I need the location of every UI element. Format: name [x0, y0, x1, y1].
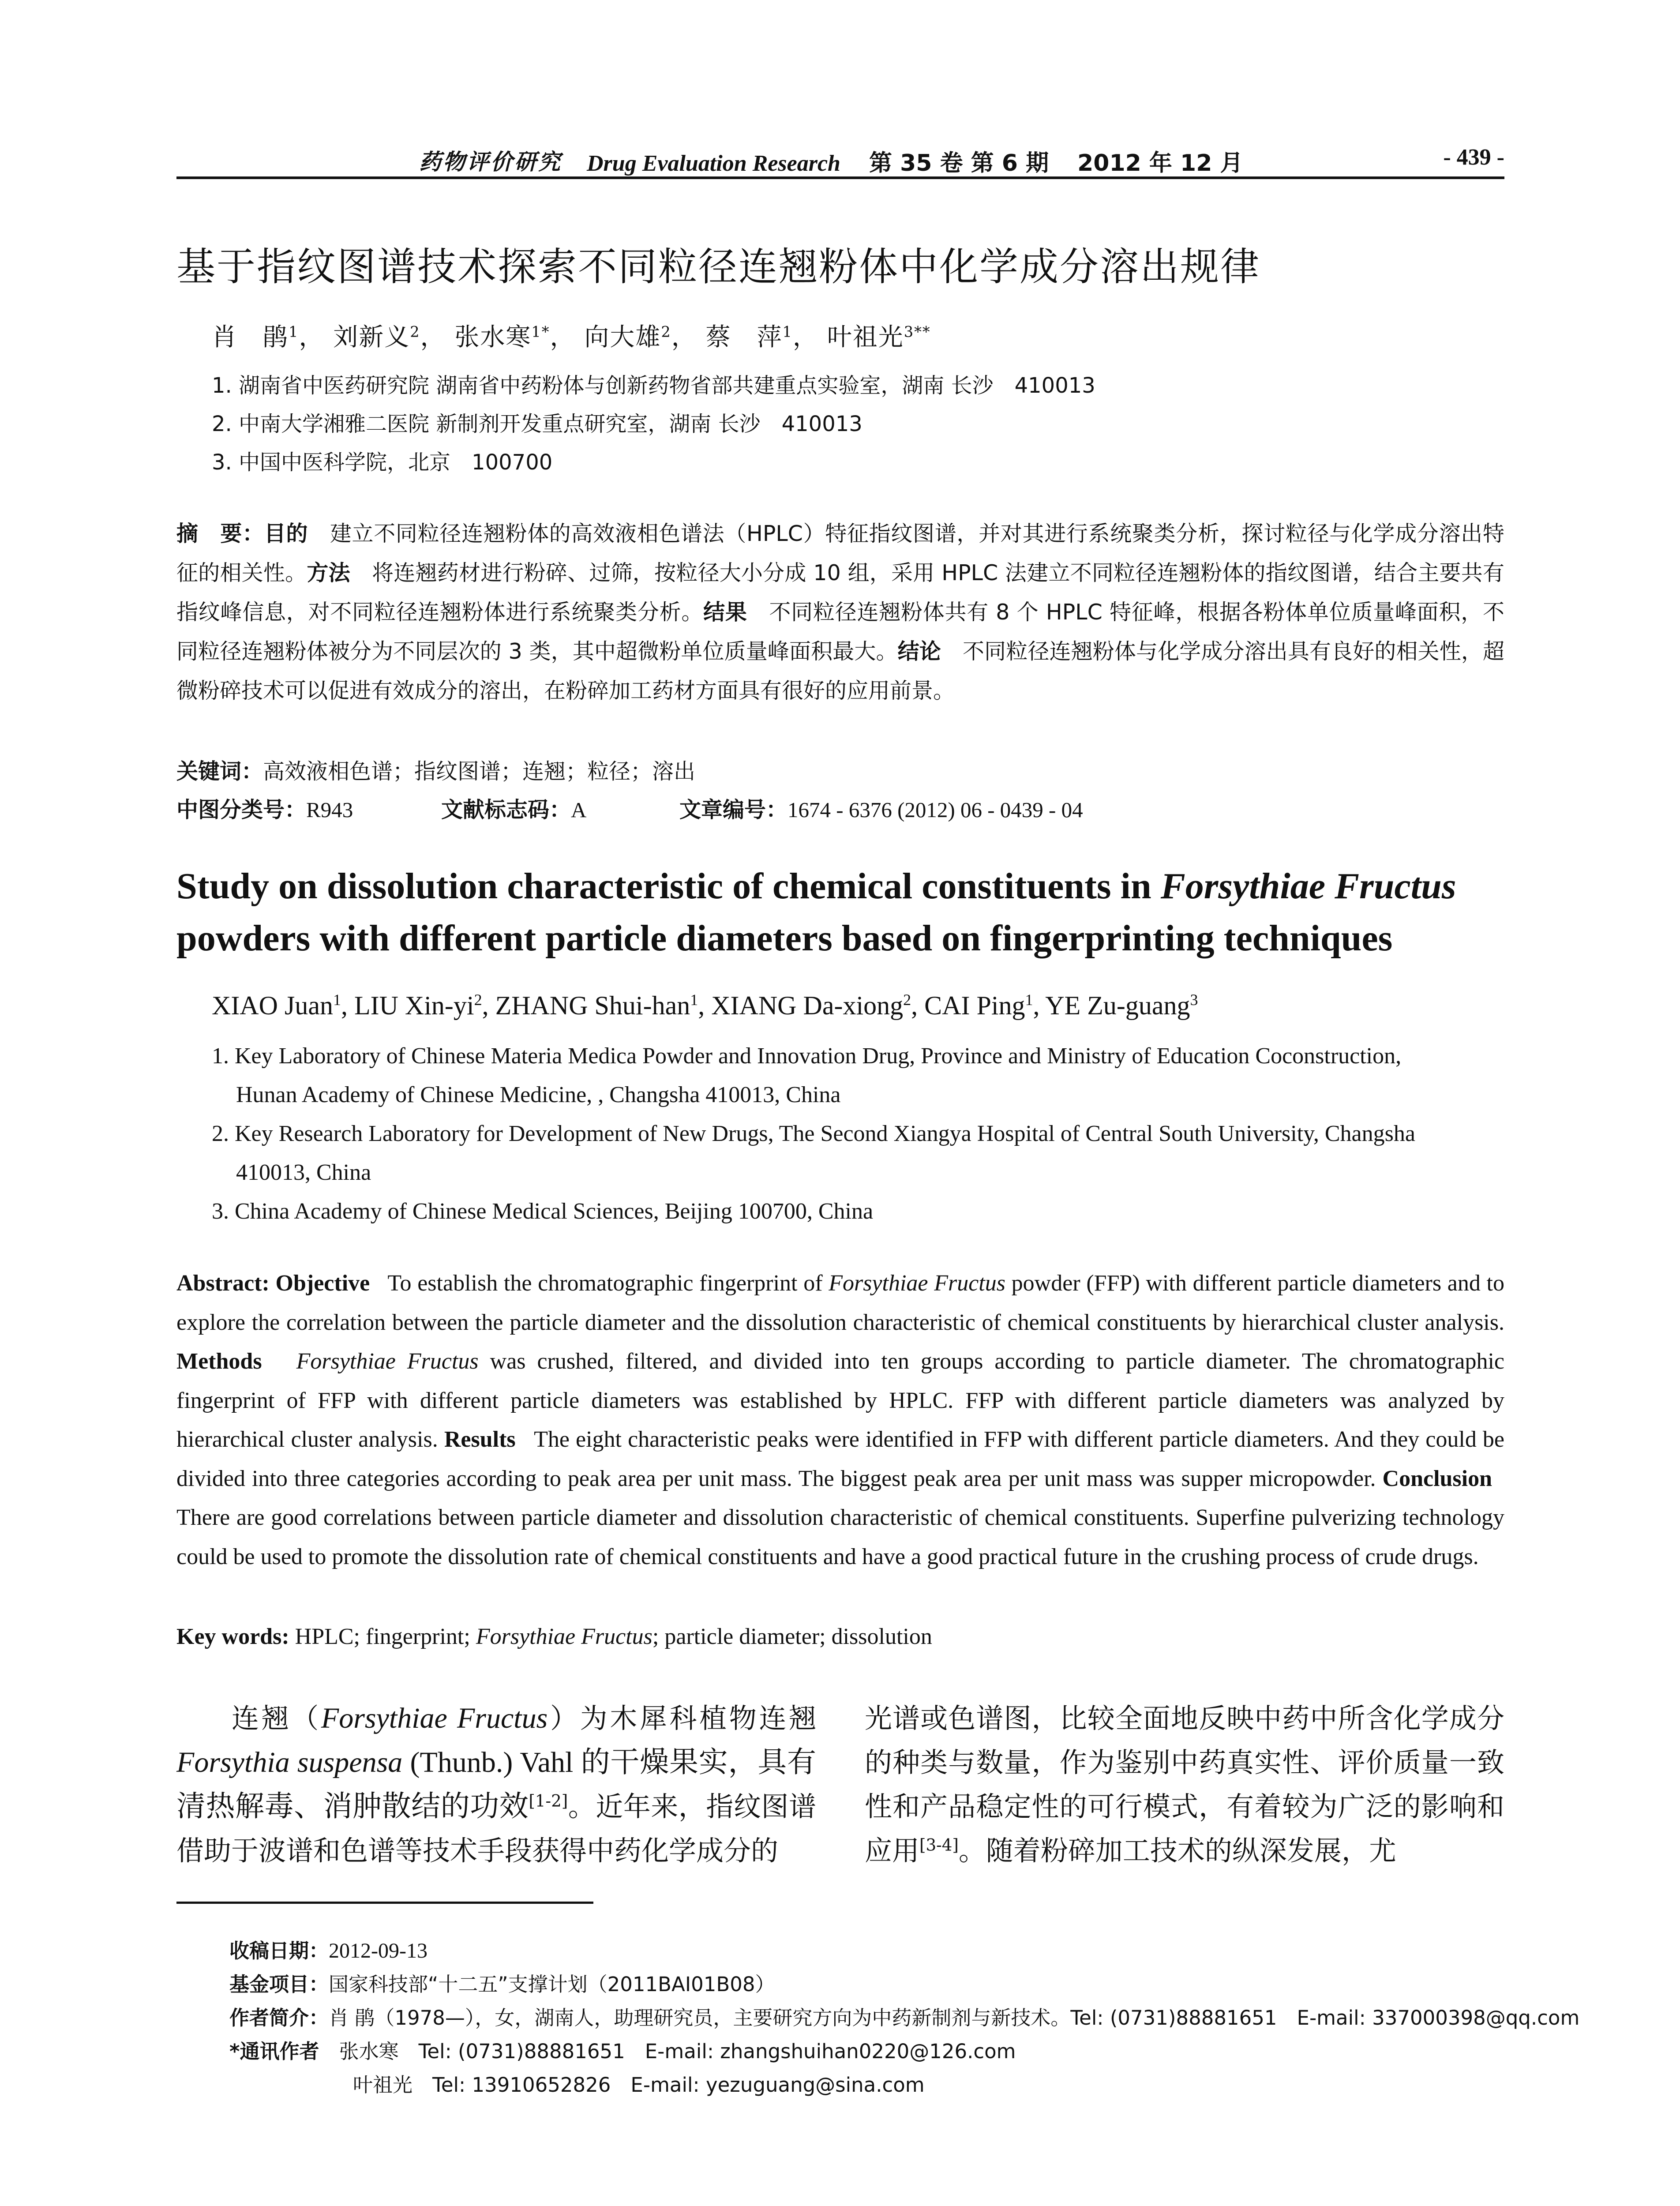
- footnote-bio: 作者简介：肖 鹃（1978—），女，湖南人，助理研究员，主要研究方向为中药新制剂与新技术。Tel: (0731)88881651 E-mail: 337000398@qq.com: [229, 2006, 1580, 2030]
- title-cn: 基于指纹图谱技术探索不同粒径连翘粉体中化学成分溶出规律: [176, 244, 1261, 289]
- body-column-right: 光谱或色谱图，比较全面地反映中药中所含化学成分的种类与数量，作为鉴别中药真实性、评价质量一致性和产品稳定性的可行模式，有着较为广泛的影响和应用[3-4]。随着粉碎加工技术的纵深发展，尤: [865, 1702, 1504, 1867]
- issue-date: 2012 年 12 月: [1077, 150, 1243, 176]
- abstract-cn-label: 摘 要：: [176, 521, 264, 546]
- footnote-received: 收稿日期：2012-09-13: [229, 1939, 428, 1962]
- footnote-corresponding-2: 叶祖光 Tel: 13910652826 E-mail: yezuguang@sina.com: [353, 2073, 925, 2097]
- authors-cn: 肖 鹃$^1$， 刘新义$^2$， 张水寒$^{1*}$， 向大雄$^2$， 蔡 萍$^1$， 叶祖光$^{3**}$: [212, 323, 931, 352]
- author-cn: 蔡 萍: [705, 323, 783, 352]
- author-cn: 刘新义: [333, 323, 410, 352]
- keywords-cn: 关键词：高效液相色谱；指纹图谱；连翘；粒径；溶出: [176, 759, 696, 784]
- journal-name-en: Drug Evaluation Research: [587, 151, 840, 176]
- author-cn: 向大雄: [584, 323, 661, 352]
- author-cn: 肖 鹃: [212, 323, 289, 352]
- title-en: Study on dissolution characteristic of chemical constituents in Forsythiae Fructus powders with different particle diameters based on fingerprinting techniques: [176, 866, 1456, 959]
- affiliation-en-3: 3. China Academy of Chinese Medical Sciences, Beijing 100700, China: [212, 1199, 874, 1224]
- abstract-cn: 摘 要：目的 建立不同粒径连翘粉体的高效液相色谱法（HPLC）特征指纹图谱，并对其进行系统聚类分析，探讨粒径与化学成分溶出特征的相关性。方法 将连翘药材进行粉碎、过筛，按粒径大小分成 10 组，采用 HPLC 法建立不同粒径连翘粉体的指纹图谱，结合主要共有指纹峰信息，对不同粒径连翘粉体进行系统聚类分析。结果 不同粒径连翘粉体共有 8 个 HPLC 特征峰，根据各粉体单位质量峰面积，不同粒径连翘粉体被分为不同层次的 3 类，其中超微粉单位质量峰面积最大。结论 不同粒径连翘粉体与化学成分溶出具有良好的相关性，超微粉碎技术可以促进有效成分的溶出，在粉碎加工药材方面具有很好的应用前景。: [176, 521, 1504, 703]
- running-header: [176, 142, 1504, 177]
- author-cn: 叶祖光: [827, 323, 904, 352]
- page-number: - 439 -: [1443, 145, 1504, 170]
- keywords-en: Key words: HPLC; fingerprint; Forsythiae Fructus; particle diameter; dissolution: [176, 1624, 932, 1649]
- journal-info: [587, 144, 1243, 177]
- affiliation-en-2: 2. Key Research Laboratory for Development of New Drugs, The Second Xiangya Hospital of Central South University, Changsha 410013, China: [212, 1121, 1415, 1185]
- affiliation-cn-2: 2. 中南大学湘雅二医院 新制剂开发重点研究室，湖南 长沙 410013: [212, 412, 862, 436]
- author-cn: 张水寒: [454, 323, 532, 352]
- affiliation-cn-3: 3. 中国中医科学院，北京 100700: [212, 450, 553, 475]
- abstract-en: Abstract: Objective To establish the chromatographic fingerprint of Forsythiae Fructus powder (FFP) with different particle diameters and to explore the correlation between the particle diameter and the dissolution characteristic of chemical constituents by hierarchical cluster analysis. Methods Forsythiae Fructus was crushed, filtered, and divided into ten groups according to particle diameter. The chromatographic fingerprint of FFP with different particle diameters was established by HPLC. FFP with different particle diameters was analyzed by hierarchical cluster analysis. Results The eight characteristic peaks were identified in FFP with different particle diameters. And they could be divided into three categories according to peak area per unit mass. The biggest peak area per unit mass was supper micropowder. Conclusion There are good correlations between particle diameter and dissolution characteristic of chemical constituents. Superfine pulverizing technology could be used to promote the dissolution rate of chemical constituents and have a good practical future in the crushing process of crude drugs.: [176, 1271, 1505, 1569]
- footnote-rule: [176, 1902, 593, 1904]
- body-column-left: 连翘（Forsythiae Fructus）为木犀科植物连翘 Forsythia suspensa (Thunb.) Vahl 的干燥果实，具有清热解毒、消肿散结的功效[1-2]。近年来，指纹图谱借助于波谱和色谱等技术手段获得中药化学成分的: [176, 1702, 817, 1867]
- footnote-fund: 基金项目：国家科技部“十二五”支撑计划（2011BAI01B08）: [229, 1973, 775, 1996]
- header-rule: [176, 176, 1504, 179]
- affiliation-cn-1: 1. 湖南省中医药研究院 湖南省中药粉体与创新药物省部共建重点实验室，湖南 长沙 410013: [212, 373, 1095, 398]
- volume-issue: 第 35 卷 第 6 期: [869, 150, 1049, 176]
- affiliation-en-1: 1. Key Laboratory of Chinese Materia Medica Powder and Innovation Drug, Province and Ministry of Education Coconstruction, Hunan Academy of Chinese Medicine, , Changsha 410013, China: [212, 1043, 1402, 1107]
- footnote-corresponding: *通讯作者 张水寒 Tel: (0731)88881651 E-mail: zhangshuihan0220@126.com: [229, 2040, 1016, 2063]
- classification-cn: 中图分类号：R943 文献标志码：A 文章编号：1674 - 6376 (2012) 06 - 0439 - 04: [176, 797, 1083, 822]
- authors-en: XIAO Juan$^1$, LIU Xin-$yi^2$, ZHANG Shui-han$^1$, XIANG Da-xiong$^2$, CAI Ping$^1$, YE Zu-guang$^3$: [212, 991, 1198, 1020]
- journal-name-cn: 药物评价研究: [419, 149, 562, 175]
